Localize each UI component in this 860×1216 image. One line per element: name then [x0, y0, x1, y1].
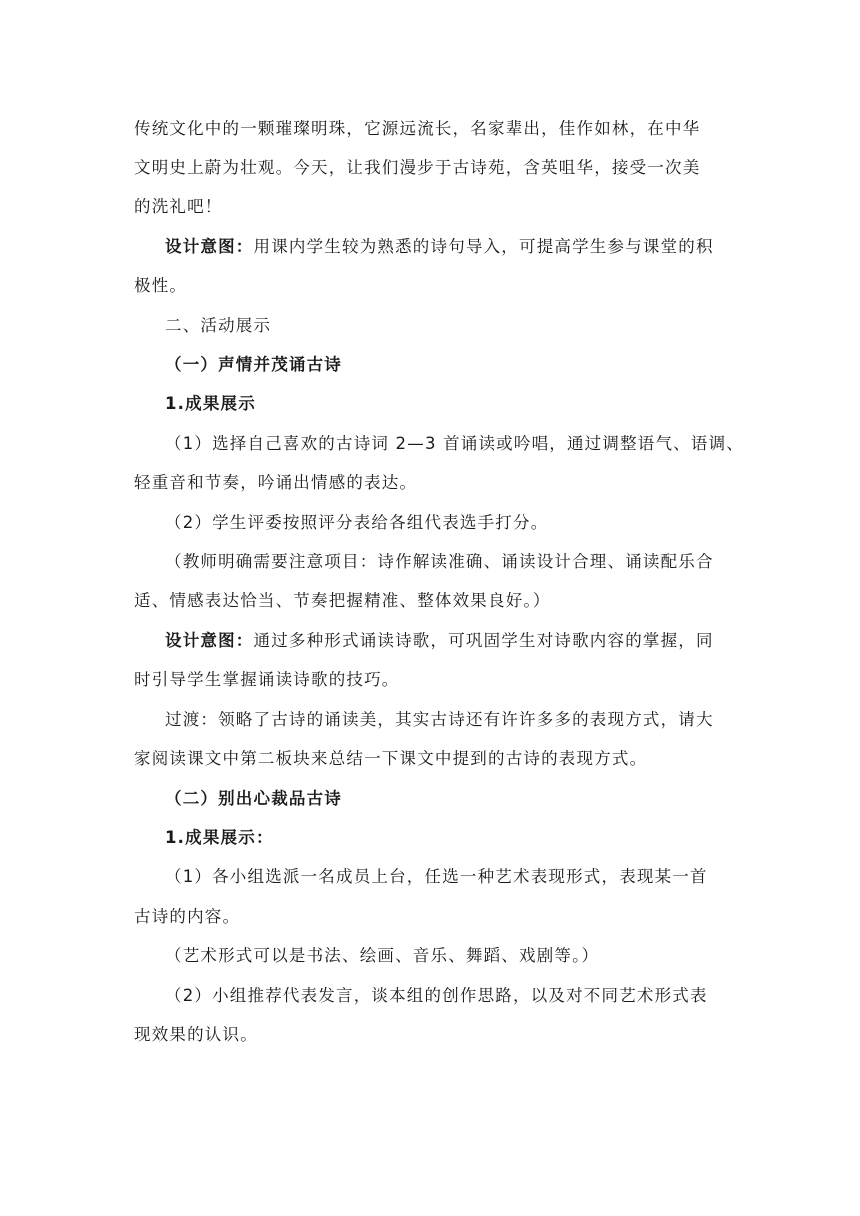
item-heading: 1.成果展示	[165, 394, 256, 413]
section-heading: 二、活动展示	[165, 316, 272, 335]
design-intent-line	[165, 236, 765, 258]
paragraph-line: 时引导学生掌握诵读诗歌的技巧。	[134, 670, 400, 689]
subsection-heading: （一）声情并茂诵古诗	[165, 355, 342, 374]
design-intent-label: 设计意图：	[165, 631, 254, 650]
paragraph-line: 家阅读课文中第二板块来总结一下课文中提到的古诗的表现方式。	[134, 749, 648, 768]
paragraph-line: 古诗的内容。	[134, 907, 241, 926]
paragraph-line: （2）学生评委按照评分表给各组代表选手打分。	[165, 513, 549, 532]
paragraph-line: 的洗礼吧！	[134, 197, 223, 216]
paragraph-line: 适、情感表达恰当、节奏把握精准、整体效果良好。）	[134, 591, 551, 610]
paragraph-text: 通过多种形式诵读诗歌，可巩固学生对诗歌内容的掌握，同	[253, 631, 714, 650]
paragraph-line: 轻重音和节奏，吟诵出情感的表达。	[134, 473, 418, 492]
item-heading: 1.成果展示：	[165, 828, 274, 847]
paragraph-line: （1）各小组选派一名成员上台，任选一种艺术表现形式，表现某一首	[165, 867, 708, 886]
paragraph-line: 传统文化中的一颗璀璨明珠，它源远流长，名家辈出，佳作如林，在中华	[134, 119, 701, 138]
paragraph-line: （艺术形式可以是书法、绘画、音乐、舞蹈、戏剧等。）	[165, 946, 600, 965]
transition-line: 过渡：领略了古诗的诵读美，其实古诗还有许许多多的表现方式，请大	[165, 710, 714, 729]
paragraph-line: 文明史上蔚为壮观。今天，让我们漫步于古诗苑，含英咀华，接受一次美	[134, 158, 701, 177]
paragraph-line: （1）选择自己喜欢的古诗词 2—3 首诵读或吟唱，通过调整语气、语调、	[165, 434, 744, 453]
paragraph-line: 极性。	[134, 276, 188, 295]
design-intent-line	[165, 630, 765, 652]
paragraph-line: （教师明确需要注意项目：诗作解读准确、诵读设计合理、诵读配乐合	[165, 552, 714, 571]
paragraph-text: 用课内学生较为熟悉的诗句导入，可提高学生参与课堂的积	[253, 237, 714, 256]
subsection-heading: （二）别出心裁品古诗	[165, 789, 342, 808]
design-intent-label: 设计意图：	[165, 237, 254, 256]
paragraph-line: （2）小组推荐代表发言，谈本组的创作思路，以及对不同艺术形式表	[165, 986, 708, 1005]
paragraph-line: 现效果的认识。	[134, 1025, 258, 1044]
